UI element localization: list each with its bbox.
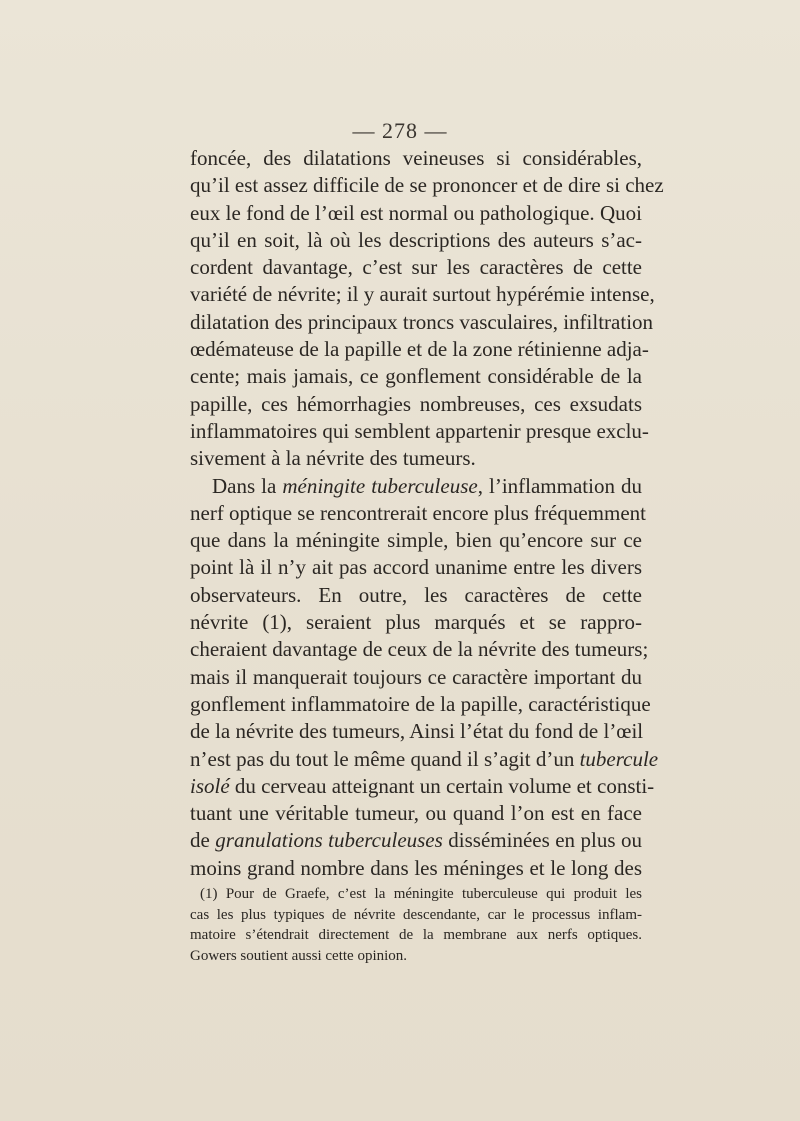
text-line: qu’il est assez difficile de se prononcer et de dire si chez (190, 173, 664, 198)
text-line: cheraient davantage de ceux de la névrite des tumeurs; (190, 637, 649, 662)
page-number: — 278 — (352, 118, 448, 143)
text-line: inflammatoires qui semblent appartenir presque exclu- (190, 418, 649, 443)
text-line: dilatation des principaux troncs vasculaires, infiltration (190, 309, 654, 334)
text-line: foncée, des dilatations veineuses si considérables, (190, 146, 642, 170)
text-line: mais il manquerait toujours ce caractère important du (190, 664, 642, 689)
text-line: que dans la méningite simple, bien qu’encore sur ce (190, 528, 642, 553)
body-text (190, 145, 664, 882)
italic-emphasis: granulations tuberculeuses (215, 828, 443, 853)
text-line: névrite (1), seraient plus marqués et se rappro- (190, 610, 642, 635)
footnote-line: matoire s’étendrait directement de la membrane aux nerfs optiques. (190, 927, 642, 943)
text-line: eux le fond de l’œil est normal ou pathologique. Quoi (190, 200, 642, 225)
text-line: isolé du cerveau atteignant un certain volume et consti- (190, 773, 655, 798)
text-line: de granulations tuberculeuses disséminées en plus ou (190, 828, 642, 853)
footnote-line: Gowers soutient aussi cette opinion. (190, 947, 408, 964)
italic-emphasis: méningite tuberculeuse (282, 473, 478, 498)
text-line: cordent davantage, c’est sur les caractères de cette (190, 255, 642, 280)
text-line: œdémateuse de la papille et de la zone rétinienne adja- (190, 337, 649, 362)
text-line: n’est pas du tout le même quand il s’agit d’un tubercule (190, 746, 659, 771)
text-line: nerf optique se rencontrerait encore plus fréquemment (190, 500, 646, 525)
text-line-paragraph-end: sivement à la névrite des tumeurs. (190, 446, 476, 471)
text-line: gonflement inflammatoire de la papille, caractéristique (190, 691, 651, 716)
text-line: papille, ces hémorrhagies nombreuses, ces exsudats (190, 391, 642, 416)
text-line: point là il n’y ait pas accord unanime entre les divers (190, 555, 642, 580)
italic-emphasis: isolé (190, 773, 230, 798)
text-line: qu’il en soit, là où les descriptions des auteurs s’ac- (190, 227, 642, 252)
text-line: cente; mais jamais, ce gonflement considérable de la (190, 364, 642, 389)
footnote (190, 884, 642, 966)
footnote-line: (1) Pour de Graefe, c’est la méningite tuberculeuse qui produit les (200, 886, 642, 902)
text-line: variété de névrite; il y aurait surtout hypérémie intense, (190, 282, 655, 307)
text-line: observateurs. En outre, les caractères de cette (190, 582, 642, 607)
text-line-paragraph-start: Dans la méningite tuberculeuse, l’inflammation du (212, 473, 642, 498)
text-line: moins grand nombre dans les méninges et le long des (190, 855, 642, 880)
text-line: de la névrite des tumeurs, Ainsi l’état du fond de l’œil (190, 719, 644, 744)
italic-emphasis: tubercule (579, 746, 659, 771)
footnote-line: cas les plus typiques de névrite descendante, car le processus inflam- (190, 906, 642, 923)
text-line: tuant une véritable tumeur, ou quand l’on est en face (190, 801, 642, 826)
